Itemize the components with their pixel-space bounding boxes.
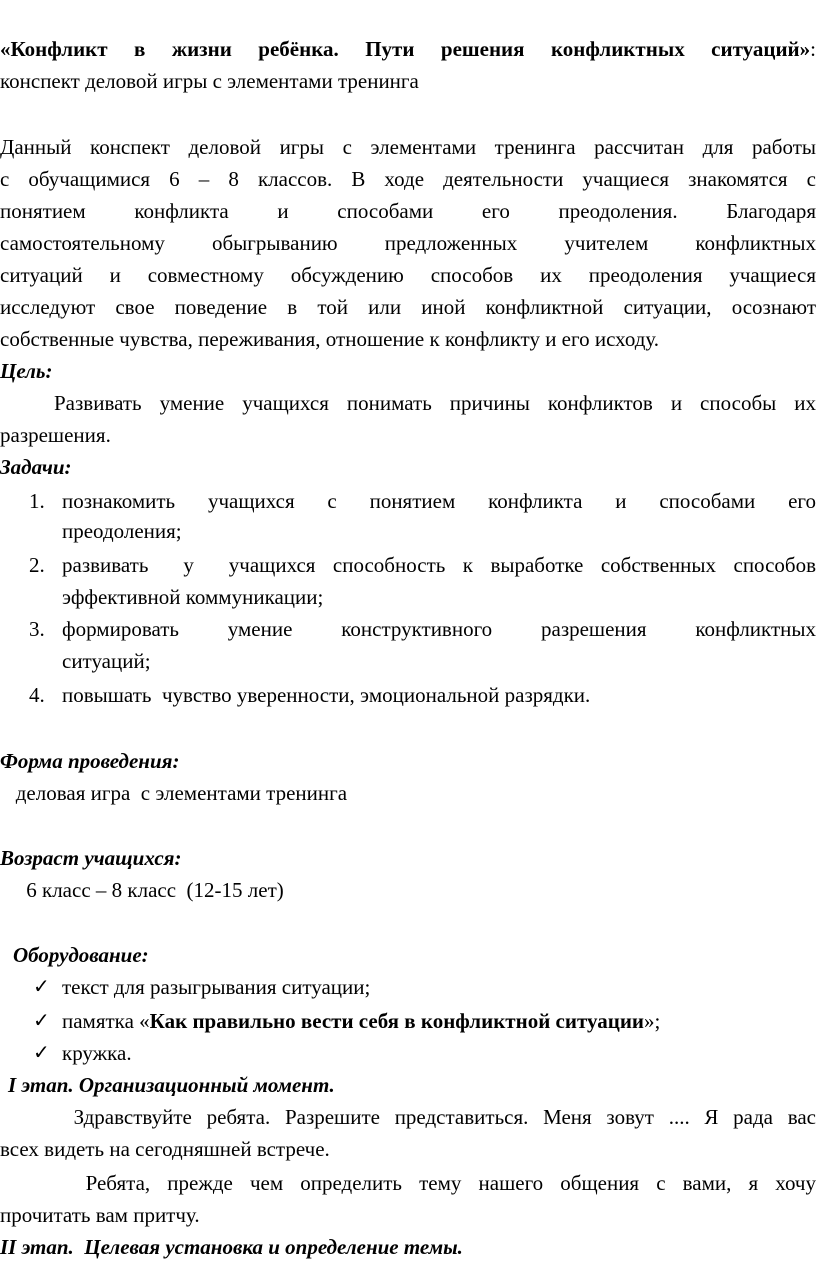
document-title xyxy=(0,33,816,65)
task-number: 2. xyxy=(29,553,45,577)
task-text: преодоления; xyxy=(62,519,182,543)
task-item xyxy=(0,613,816,645)
task-item xyxy=(0,549,816,581)
tasks-heading: Задачи: xyxy=(0,455,72,479)
stage1-text: прочитать вам притчу. xyxy=(0,1203,200,1227)
intro-line: ситуаций и совместному обсуждению способов их преодоления учащиеся xyxy=(0,263,816,287)
task-item xyxy=(0,679,816,711)
form-value: деловая игра с элементами тренинга xyxy=(0,781,348,805)
equipment-text: кружка. xyxy=(62,1041,132,1065)
goal-heading: Цель: xyxy=(0,359,53,383)
task-text: ситуаций; xyxy=(62,649,151,673)
task-number: 4. xyxy=(29,683,45,707)
form-heading: Форма проведения: xyxy=(0,749,180,773)
task-text: формировать умение конструктивного разрешения конфликтных xyxy=(62,617,816,641)
title-bold-text: Конфликт в жизни ребёнка. Пути решения конфликтных ситуаций» xyxy=(10,37,811,61)
intro-line: с обучащимися 6 – 8 классов. В ходе деятельности учащиеся знакомятся с xyxy=(0,167,816,191)
document-subtitle: конспект деловой игры с элементами тренинга xyxy=(0,69,419,93)
task-text: познакомить учащихся с понятием конфликта и способами его xyxy=(62,489,816,513)
title-open-quote: « xyxy=(0,37,11,61)
task-text: эффективной коммуникации; xyxy=(62,585,324,609)
checkmark-icon: ✓ xyxy=(33,976,50,998)
goal-text: Развивать умение учащихся понимать причины конфликтов и способы их xyxy=(0,391,816,415)
stage2-heading: II этап. Целевая установка и определение темы. xyxy=(0,1235,463,1259)
intro-line: понятием конфликта и способами его преодоления. Благодаря xyxy=(0,199,816,223)
intro-line: собственные чувства, переживания, отношение к конфликту и его исходу. xyxy=(0,327,660,351)
task-text: развивать у учащихся способность к выработке собственных способов xyxy=(62,553,816,577)
intro-line: Данный конспект деловой игры с элементами тренинга рассчитан для работы xyxy=(0,135,816,159)
task-text: повышать чувство уверенности, эмоциональной разрядки. xyxy=(62,683,591,707)
stage1-text: всех видеть на сегодняшней встрече. xyxy=(0,1137,330,1161)
goal-text: разрешения. xyxy=(0,423,111,447)
intro-line: самостоятельному обыгрыванию предложенных учителем конфликтных xyxy=(0,231,816,255)
stage1-heading: I этап. Организационный момент. xyxy=(8,1073,335,1097)
equipment-bold-text: Как правильно вести себя в конфликтной ситуации xyxy=(149,1009,645,1033)
task-number: 3. xyxy=(29,617,45,641)
equipment-item xyxy=(0,971,816,1003)
equipment-suffix: »; xyxy=(644,1009,661,1033)
title-colon: : xyxy=(810,37,816,61)
equipment-item xyxy=(0,1037,816,1069)
checkmark-icon: ✓ xyxy=(33,1042,50,1064)
equipment-item xyxy=(0,1005,816,1037)
checkmark-icon: ✓ xyxy=(33,1010,50,1032)
stage1-text: Здравствуйте ребята. Разрешите представиться. Меня зовут .... Я рада вас xyxy=(0,1105,816,1129)
age-value: 6 класс – 8 класс (12-15 лет) xyxy=(0,878,284,902)
task-item xyxy=(0,485,816,517)
task-number: 1. xyxy=(29,489,45,513)
equipment-heading: Оборудование: xyxy=(13,943,149,967)
equipment-text: текст для разыгрывания ситуации; xyxy=(62,975,371,999)
equipment-text: памятка « xyxy=(62,1009,150,1033)
intro-line: исследуют свое поведение в той или иной конфликтной ситуации, осознают xyxy=(0,295,816,319)
stage1-text: Ребята, прежде чем определить тему нашего общения с вами, я хочу xyxy=(0,1171,816,1195)
age-heading: Возраст учащихся: xyxy=(0,846,182,870)
